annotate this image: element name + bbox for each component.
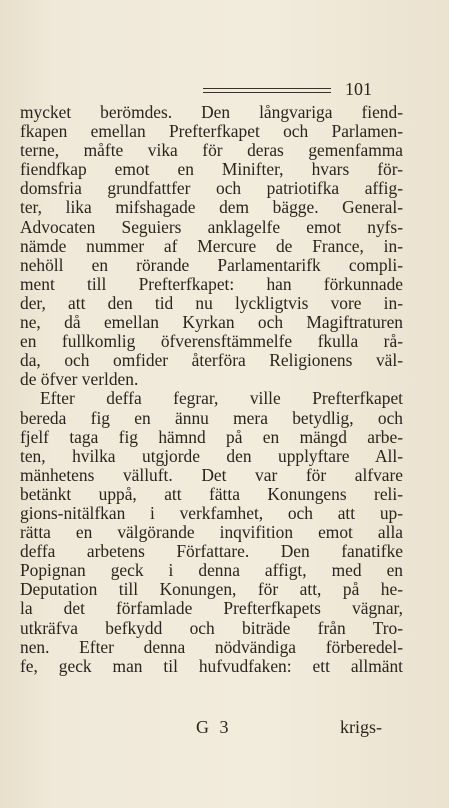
text-line: ne, då emellan Kyrkan och Magiftraturen <box>20 312 403 333</box>
page-footer <box>0 716 449 738</box>
text-line: betänkt uppå, att fätta Konungens reli- <box>20 483 403 504</box>
text-line: bereda fig en ännu mera betydlig, och <box>20 407 403 428</box>
text-line: fkapen emellan Prefterfkapet och Parlamen- <box>20 121 403 142</box>
header-rule <box>203 88 331 93</box>
text-line: de öfver verlden. <box>20 369 139 390</box>
text-line: la det förfamlade Prefterfkapets vägnar, <box>20 598 403 619</box>
text-line: Deputation till Konungen, för att, på he- <box>20 579 403 600</box>
text-line: domsfria grundfattfer och patriotifka affig- <box>20 178 403 199</box>
text-line: fjelf taga fig hämnd på en mängd arbe- <box>20 426 403 447</box>
text-line: ment till Prefterfkapet: han förkunnade <box>20 273 403 294</box>
text-line: da, och omfider återföra Religionens väl- <box>20 350 403 371</box>
text-line: nehöll en rörande Parlamentarifk compli- <box>20 254 403 275</box>
text-line: Efter deffa fegrar, ville Prefterfkapet <box>40 388 403 409</box>
text-line: utkräfva befkydd och biträde från Tro- <box>20 617 403 638</box>
text-line: deffa arbetens Författare. Den fanatifke <box>20 541 403 562</box>
text-line: en fullkomlig öfverensftämmelfe fkulla rå- <box>20 331 403 352</box>
text-line: nämde nummer af Mercure de France, in- <box>20 235 403 256</box>
text-line: ter, lika mifshagade dem bägge. General- <box>20 197 403 218</box>
text-line: mänhetens välluft. Det var för alfvare <box>20 464 403 485</box>
page-header <box>0 78 449 102</box>
text-line: Popignan geck i denna affigt, med en <box>20 560 403 581</box>
text-line: terne, måfte vika för deras gemenfamma <box>20 140 403 161</box>
text-line: rätta en välgörande inqvifition emot alla <box>20 522 403 543</box>
text-line: ten, hvilka utgjorde den upplyftare All- <box>20 445 403 466</box>
text-line: der, att den tid nu lyckligtvis vore in- <box>20 292 403 313</box>
catchword: krigs- <box>340 717 382 737</box>
text-line: gions-nitälfkan i verkfamhet, och att up- <box>20 502 403 523</box>
signature-mark: G 3 <box>196 717 232 737</box>
text-line: fe, geck man til hufvudfaken: ett allmänt <box>20 655 403 676</box>
text-line: fiendfkap emot en Minifter, hvars för- <box>20 159 403 180</box>
body-text <box>20 103 403 676</box>
text-line: Advocaten Seguiers anklagelfe emot nyfs- <box>20 216 403 237</box>
page-number: 101 <box>345 79 372 99</box>
text-line: nen. Efter denna nödvändiga förberedel- <box>20 636 403 657</box>
text-line: mycket berömdes. Den långvariga fiend- <box>20 102 403 122</box>
